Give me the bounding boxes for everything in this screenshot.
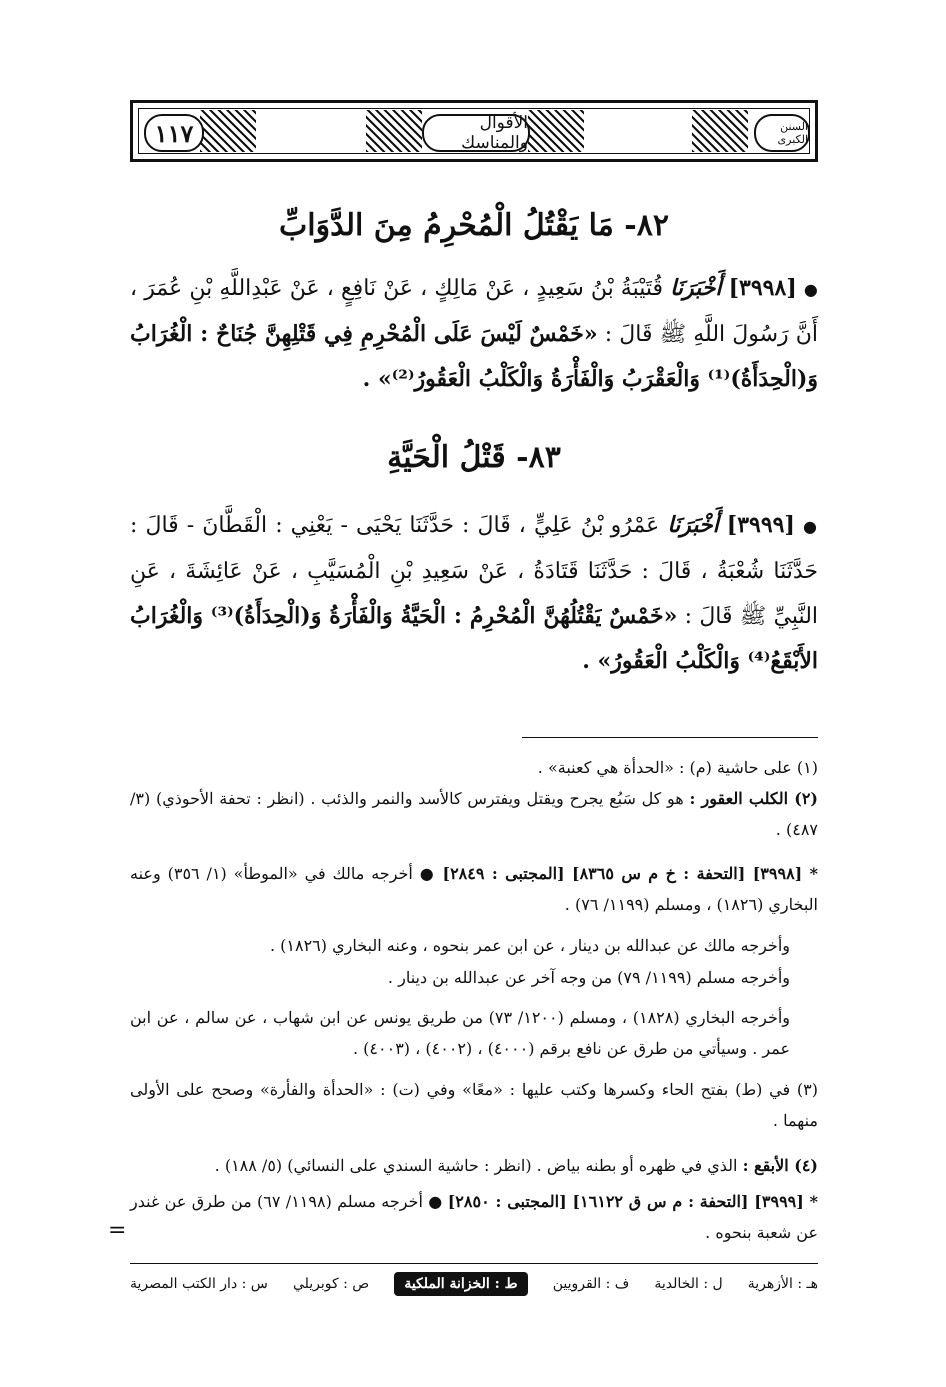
footnote-term: * [٣٩٩٩] [التحفة : م س ق ١٦١٢٢] [المجتبى : ٢٨٥٠] [447, 1192, 818, 1211]
footnote [130, 930, 818, 961]
footnote-text: وأخرجه مسلم (١١٩٩/ ٧٩) من وجه آخر عن عبدالله بن دينار . [387, 968, 790, 987]
page-header [130, 100, 818, 162]
siglum-highlighted: ط : الخزانة الملكية [394, 1272, 527, 1296]
hadith-number: [٣٩٩٩] [726, 512, 795, 538]
footnote-text: الذي في ظهره أو بطنه بياض . (انظر : حاشية السندي على النسائي) (٥/ ١٨٨) . [214, 1156, 743, 1175]
footnote-text: (٣) في (ط) بفتح الحاء وكسرها وكتب عليها : «معًا» وفي (ت) : «الحدأة والفأرة» وصحح على الأولى منهما . [130, 1080, 819, 1130]
footnote [130, 1150, 818, 1181]
footnote [130, 752, 818, 783]
page-number: ١١٧ [144, 114, 204, 152]
hadith-isnad: قُتَيْبَةُ بْنُ سَعِيدٍ ، عَنْ مَالِكٍ ، عَنْ نَافِعٍ ، عَنْ عَبْدِاللَّهِ بْنِ عُمَرَ ، أَنَّ رَسُولَ اللَّهِ ﷺ قَالَ : [130, 276, 818, 347]
footnote-term: (٤) الأبقع : [742, 1156, 818, 1175]
sigla-separator [130, 1263, 818, 1264]
manuscript-sigla [130, 1267, 818, 1301]
continuation-mark: = [108, 1218, 127, 1243]
header-ornament-icon [528, 110, 584, 152]
footnote [130, 858, 818, 920]
chapter-heading: ٨٢- مَا يَقْتُلُ الْمُحْرِمُ مِنَ الدَّوَابِّ [279, 208, 669, 243]
hadith-matn: «خَمْسٌ يَقْتُلُهُنَّ الْمُحْرِمُ : الْحَيَّةُ وَالْفَأْرَةُ وَ(الْحِدَأَةُ)⁽³⁾ وَالْغُرَابُ الأَبْقَعُ⁽⁴⁾ وَالْكَلْبُ الْعَقُورُ» . [130, 603, 818, 674]
header-ornament-icon [692, 110, 748, 152]
footnote-text: وأخرجه مالك عن عبدالله بن دينار ، عن ابن عمر بنحوه ، وعنه البخاري (١٨٢٦) . [269, 936, 790, 955]
footnote [130, 1074, 818, 1136]
hadith-matn: «خَمْسٌ لَيْسَ عَلَى الْمُحْرِمِ فِي قَتْلِهِنَّ جُنَاحٌ : الْغُرَابُ وَ(الْحِدَأَةُ)⁽¹⁾ وَالْعَقْرَبُ وَالْفَأْرَةُ وَالْكَلْبُ الْعَقُورُ⁽²⁾» . [130, 321, 818, 392]
siglum: ف : القرويين [552, 1276, 630, 1292]
hadith-paragraph [130, 503, 818, 684]
footnote-separator [522, 737, 818, 738]
footnote [130, 1002, 818, 1064]
hadith-isnad: عَمْرُو بْنُ عَلِيٍّ ، قَالَ : حَدَّثَنَا يَحْيَى - يَعْنِي : الْقَطَّانَ - قَالَ : حَدَّثَنَا شُعْبَةُ ، قَالَ : حَدَّثَنَا قَتَادَةُ ، عَنْ سَعِيدِ بْنِ الْمُسَيَّبِ ، عَنْ عَائِشَةَ ، عَنِ النَّبِيِّ ﷺ قَالَ : [130, 513, 819, 629]
footnote-text: ● أخرجه مسلم (١١٩٨/ ٦٧) من طرق عن غندر عن شعبة بنحوه . [130, 1192, 818, 1242]
chapter-heading: ٨٣- قَتْلُ الْحَيَّةِ [387, 440, 561, 475]
footnote-term: * [٣٩٩٨] [التحفة : خ م س ٨٣٦٥] [المجتبى : ٢٨٤٩] [442, 864, 819, 883]
footnote-term: (٢) الكلب العقور : [689, 789, 818, 808]
running-title: الأقوال والمناسك [422, 114, 530, 152]
header-ornament-icon [200, 110, 256, 152]
footnote-text: (١) على حاشية (م) : «الحدأة هي كعنبة» . [537, 758, 818, 777]
footnote [130, 783, 818, 845]
footnote-text: ● أخرجه مالك في «الموطأ» (١/ ٣٥٦) وعنه البخاري (١٨٢٦) ، ومسلم (١١٩٩/ ٧٦) . [130, 864, 818, 914]
footnote [130, 1186, 818, 1248]
siglum: س : دار الكتب المصرية [130, 1276, 268, 1292]
hadith-number: [٣٩٩٨] [728, 275, 797, 301]
siglum: ل : الخالدية [654, 1276, 723, 1292]
siglum: ص : كوبريلي [292, 1276, 370, 1292]
footnote-text: وأخرجه البخاري (١٨٢٨) ، ومسلم (١٢٠٠/ ٧٣) من طريق يونس عن ابن شهاب ، عن سالم ، عن ابن عمر . وسيأتي من طرق عن نافع برقم (٤٠٠٠) ، (٤٠٠٢) ، (٤٠٠٣) . [130, 1008, 791, 1058]
akhbarana-label: أَخْبَرَنَا [670, 275, 722, 301]
akhbarana-label: أَخْبَرَنَا [667, 512, 719, 538]
footnote-text: هو كل سَبُع يجرح ويقتل ويفترس كالأسد والنمر والذئب . (انظر : تحفة الأحوذي) (٣/ ٤٨٧) . [130, 789, 818, 839]
footnote [130, 962, 818, 993]
header-ornament-icon [366, 110, 422, 152]
bullet-icon: ● [803, 280, 818, 299]
book-emblem: السنن الكبرى [754, 114, 810, 152]
hadith-paragraph [130, 266, 818, 402]
bullet-icon: ● [802, 517, 818, 536]
siglum: هـ : الأزهرية [747, 1276, 818, 1292]
